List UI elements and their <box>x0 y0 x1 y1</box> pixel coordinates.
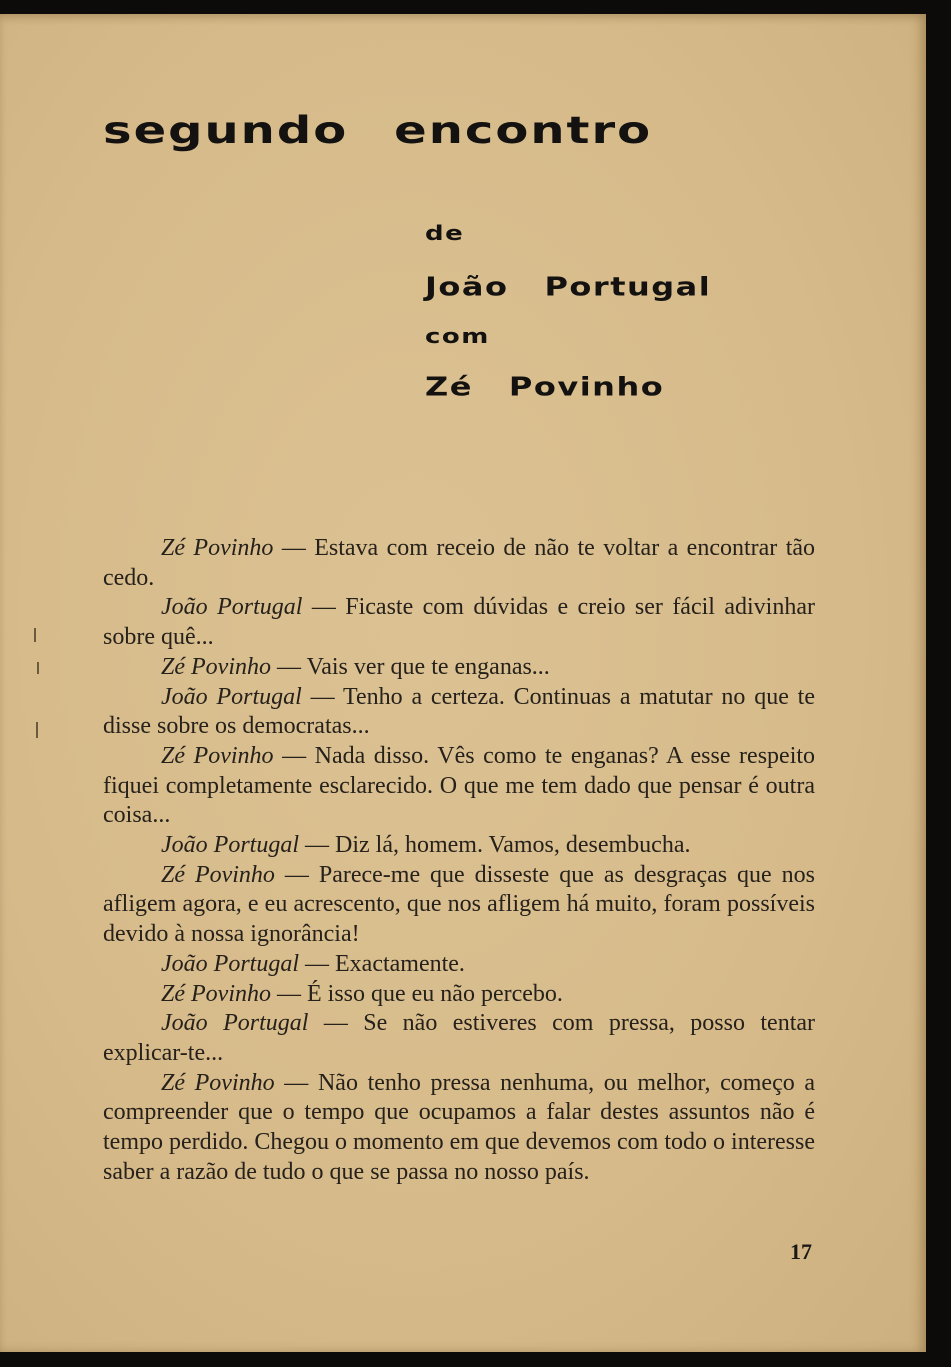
subtitle-com: com <box>425 324 490 349</box>
dialogue-dash: — <box>284 861 309 888</box>
speaker-name: Zé Povinho <box>161 742 274 769</box>
line-text: Nada disso. Vês como te enganas? A esse respeito fiquei completamente esclarecido. O que me tem dado que pensar é outra coisa... <box>103 742 816 829</box>
title-word: segundo <box>103 108 349 153</box>
dialogue-line <box>103 1009 815 1068</box>
line-text: Parece-me que disseste que as desgraças que nos afligem agora, e eu acrescento, que nos afligem há muito, foram possíveis devido à nossa ignorância! <box>103 861 815 948</box>
dialogue-line <box>103 534 815 593</box>
speaker-name: João Portugal <box>161 683 302 710</box>
dialogue-line <box>103 831 815 861</box>
dialogue-dash: — <box>276 980 301 1007</box>
dialogue-line <box>103 980 815 1010</box>
dialogue-line <box>103 683 815 742</box>
chapter-title <box>103 108 653 153</box>
title-word: encontro <box>394 108 653 153</box>
speaker-name: João Portugal <box>161 594 303 621</box>
dialogue-line <box>103 593 815 652</box>
dialogue-line <box>103 742 815 831</box>
speaker-name: Zé Povinho <box>161 535 274 561</box>
speaker-name: João Portugal <box>161 1010 309 1037</box>
page-number: 17 <box>790 1239 812 1264</box>
subtitle-word: Portugal <box>544 271 712 302</box>
dialogue-dash: — <box>281 535 306 561</box>
margin-mark <box>34 628 36 642</box>
dialogue-line <box>103 653 815 683</box>
dialogue-line <box>103 1069 815 1188</box>
subtitle-de: de <box>425 221 465 246</box>
subtitle-ze-povinho <box>425 371 665 402</box>
line-text: Exactamente. <box>335 950 465 977</box>
speaker-name: Zé Povinho <box>161 861 275 888</box>
dialogue-dash: — <box>311 594 336 621</box>
line-text: Diz lá, homem. Vamos, desembucha. <box>335 832 691 859</box>
dialogue-dash: — <box>323 1010 348 1037</box>
line-text: Estava com receio de não te voltar a encontrar tão cedo. <box>103 535 816 591</box>
dialogue-dash: — <box>305 950 329 977</box>
dialogue-dash: — <box>305 832 329 859</box>
margin-mark <box>36 722 38 738</box>
dialogue-dash: — <box>276 653 301 680</box>
speaker-name: Zé Povinho <box>161 980 271 1007</box>
speaker-name: Zé Povinho <box>161 1069 275 1096</box>
speaker-name: João Portugal <box>161 832 299 859</box>
line-text: Não tenho pressa nenhuma, ou melhor, começo a compreender que o tempo que ocupamos a falar destes assuntos não é tempo perdido. Chegou o momento em que devemos com todo o interesse saber a razão de tudo o que se passa no nosso país. <box>103 1069 816 1185</box>
speaker-name: João Portugal <box>161 950 299 977</box>
subtitle-word: Povinho <box>508 371 665 402</box>
dialogue-dash: — <box>310 683 335 710</box>
book-page <box>0 14 926 1352</box>
dialogue-line <box>103 950 815 980</box>
line-text: Vais ver que te enganas... <box>306 653 550 680</box>
line-text: É isso que eu não percebo. <box>306 980 563 1007</box>
line-text: Tenho a certeza. Continuas a matutar no que te disse sobre os democratas... <box>103 683 815 740</box>
speaker-name: Zé Povinho <box>161 653 271 680</box>
subtitle-joao-portugal <box>425 271 712 302</box>
dialogue-dash: — <box>284 1069 309 1096</box>
line-text: Ficaste com dúvidas e creio ser fácil adivinhar sobre quê... <box>103 594 815 651</box>
line-text: Se não estiveres com pressa, posso tentar explicar-te... <box>103 1010 816 1066</box>
dialogue-dash: — <box>282 742 307 769</box>
subtitle-word: João <box>425 271 509 302</box>
dialogue-text <box>103 534 815 1187</box>
margin-mark <box>37 662 39 674</box>
dialogue-line <box>103 861 815 950</box>
subtitle-word: Zé <box>425 371 473 402</box>
